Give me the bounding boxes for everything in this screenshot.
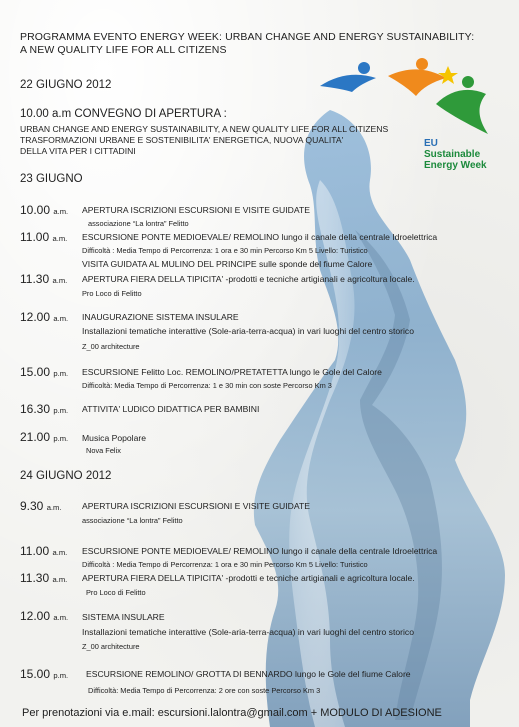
day2-event3-sub: Pro Loco di Felitto	[82, 289, 142, 298]
day2-event3-time: 11.30 a.m.	[20, 272, 68, 286]
day2-event4-sub: Z_00 architecture	[82, 342, 140, 351]
day3-event4-title: SISTEMA INSULARE	[82, 612, 165, 622]
day1-event1-heading	[20, 108, 227, 120]
day1-event1-line3: DELLA VITA PER I CITTADINI	[20, 146, 136, 156]
day1-event1-time: 10.00 a.m	[20, 108, 72, 120]
footer-booking-text: Per prenotazioni via e.mail: escursioni.lalontra@gmail.com + MODULO DI ADESIONE	[22, 707, 442, 719]
day3-event5-title: ESCURSIONE REMOLINO/ GROTTA DI BENNARDO lungo le Gole del fiume Calore	[86, 669, 411, 679]
day3-event2-time: 11.00 a.m.	[20, 544, 68, 558]
day3-event1-sub: associazione “La lontra” Felitto	[82, 516, 183, 525]
logo-text-energy-week: Energy Week	[424, 160, 487, 171]
day3-event5-time: 15.00 p.m.	[20, 667, 69, 681]
day2-event4-time: 12.00 a.m.	[20, 310, 69, 324]
day1-event1-line2: TRASFORMAZIONI URBANE E SOSTENIBILITA' ENERGETICA, NUOVA QUALITA'	[20, 135, 344, 145]
day3-event3-time: 11.30 a.m.	[20, 571, 68, 585]
day2-event4-title: INAUGURAZIONE SISTEMA INSULARE	[82, 312, 239, 322]
day2-event1-sub: associazione “La lontra” Felitto	[88, 219, 189, 228]
day3-date: 24 GIUGNO 2012	[20, 470, 112, 482]
day2-event4-extra: Installazioni tematiche interattive (Sole-aria-terra-acqua) in vari luoghi del centro storico	[82, 326, 414, 336]
day3-event3-sub: Pro Loco di Felitto	[86, 588, 146, 597]
day3-event2-sub: Difficoltà : Media Tempo di Percorrenza: 1 ora e 30 min Percorso Km 5 Livello: Turistico	[82, 560, 368, 569]
day3-event4-time: 12.00 a.m.	[20, 609, 69, 623]
day2-event2-sub: Difficoltà : Media Tempo di Percorrenza: 1 ora e 30 min Percorso Km 5 Livello: Turistico	[82, 246, 368, 255]
logo-text-eu: EU	[424, 138, 438, 149]
day2-event3-title: APERTURA FIERA DELLA TIPICITA' -prodotti e tecniche artigianali e agricoltura locale.	[82, 274, 415, 284]
logo-text-sustainable: Sustainable	[424, 149, 481, 160]
day3-event2-title: ESCURSIONE PONTE MEDIOEVALE/ REMOLINO lungo il canale della centrale Idroelettrica	[82, 546, 438, 556]
day2-event5-sub: Difficoltà: Media Tempo di Percorrenza: 1 e 30 min con soste Percorso Km 3	[82, 381, 332, 390]
day2-date: 23 GIUGNO	[20, 173, 83, 185]
day3-event3-title: APERTURA FIERA DELLA TIPICITA' -prodotti e tecniche artigianali e agricoltura locale.	[82, 573, 415, 583]
day3-event5-sub: Difficoltà: Media Tempo di Percorrenza: 2 ore con soste Percorso Km 3	[88, 686, 321, 695]
day2-event1-title: APERTURA ISCRIZIONI ESCURSIONI E VISITE GUIDATE	[82, 205, 310, 215]
day2-event5-title: ESCURSIONE Felitto Loc. REMOLINO/PRETATETTA lungo le Gole del Calore	[82, 367, 382, 377]
day2-event1-time: 10.00 a.m.	[20, 203, 69, 217]
day2-event2-extra: VISITA GUIDATA AL MULINO DEL PRINCIPE sulle sponde del fiume Calore	[82, 259, 373, 269]
page-title-line2: A NEW QUALITY LIFE FOR ALL CITIZENS	[20, 44, 227, 56]
day1-date: 22 GIUGNO 2012	[20, 79, 112, 91]
day1-event1-line1: URBAN CHANGE AND ENERGY SUSTAINABILITY, A NEW QUALITY LIFE FOR ALL CITIZENS	[20, 124, 389, 134]
day2-event2-time: 11.00 a.m.	[20, 230, 68, 244]
page-title-line1: PROGRAMMA EVENTO ENERGY WEEK: URBAN CHANGE AND ENERGY SUSTAINABILITY:	[20, 31, 475, 43]
day3-event4-extra: Installazioni tematiche interattive (Sole-aria-terra-acqua) in vari luoghi del centro storico	[82, 627, 414, 637]
day2-event5-time: 15.00 p.m.	[20, 365, 69, 379]
day2-event6-title: ATTIVITA' LUDICO DIDATTICA PER BAMBINI	[82, 404, 260, 414]
eu-sustainable-energy-week-logo	[318, 56, 508, 186]
day3-event1-time: 9.30 a.m.	[20, 499, 62, 513]
day1-event1-title: CONVEGNO DI APERTURA :	[74, 108, 227, 120]
day2-event7-title: Musica Popolare	[82, 433, 147, 443]
day2-event6-time: 16.30 p.m.	[20, 402, 69, 416]
day2-event7-time: 21.00 p.m.	[20, 430, 69, 444]
day3-event1-title: APERTURA ISCRIZIONI ESCURSIONI E VISITE GUIDATE	[82, 501, 310, 511]
day2-event2-title: ESCURSIONE PONTE MEDIOEVALE/ REMOLINO lungo il canale della centrale Idroelettrica	[82, 232, 438, 242]
day3-event4-sub: Z_00 architecture	[82, 642, 140, 651]
day2-event7-sub: Nova Felix	[86, 446, 121, 455]
